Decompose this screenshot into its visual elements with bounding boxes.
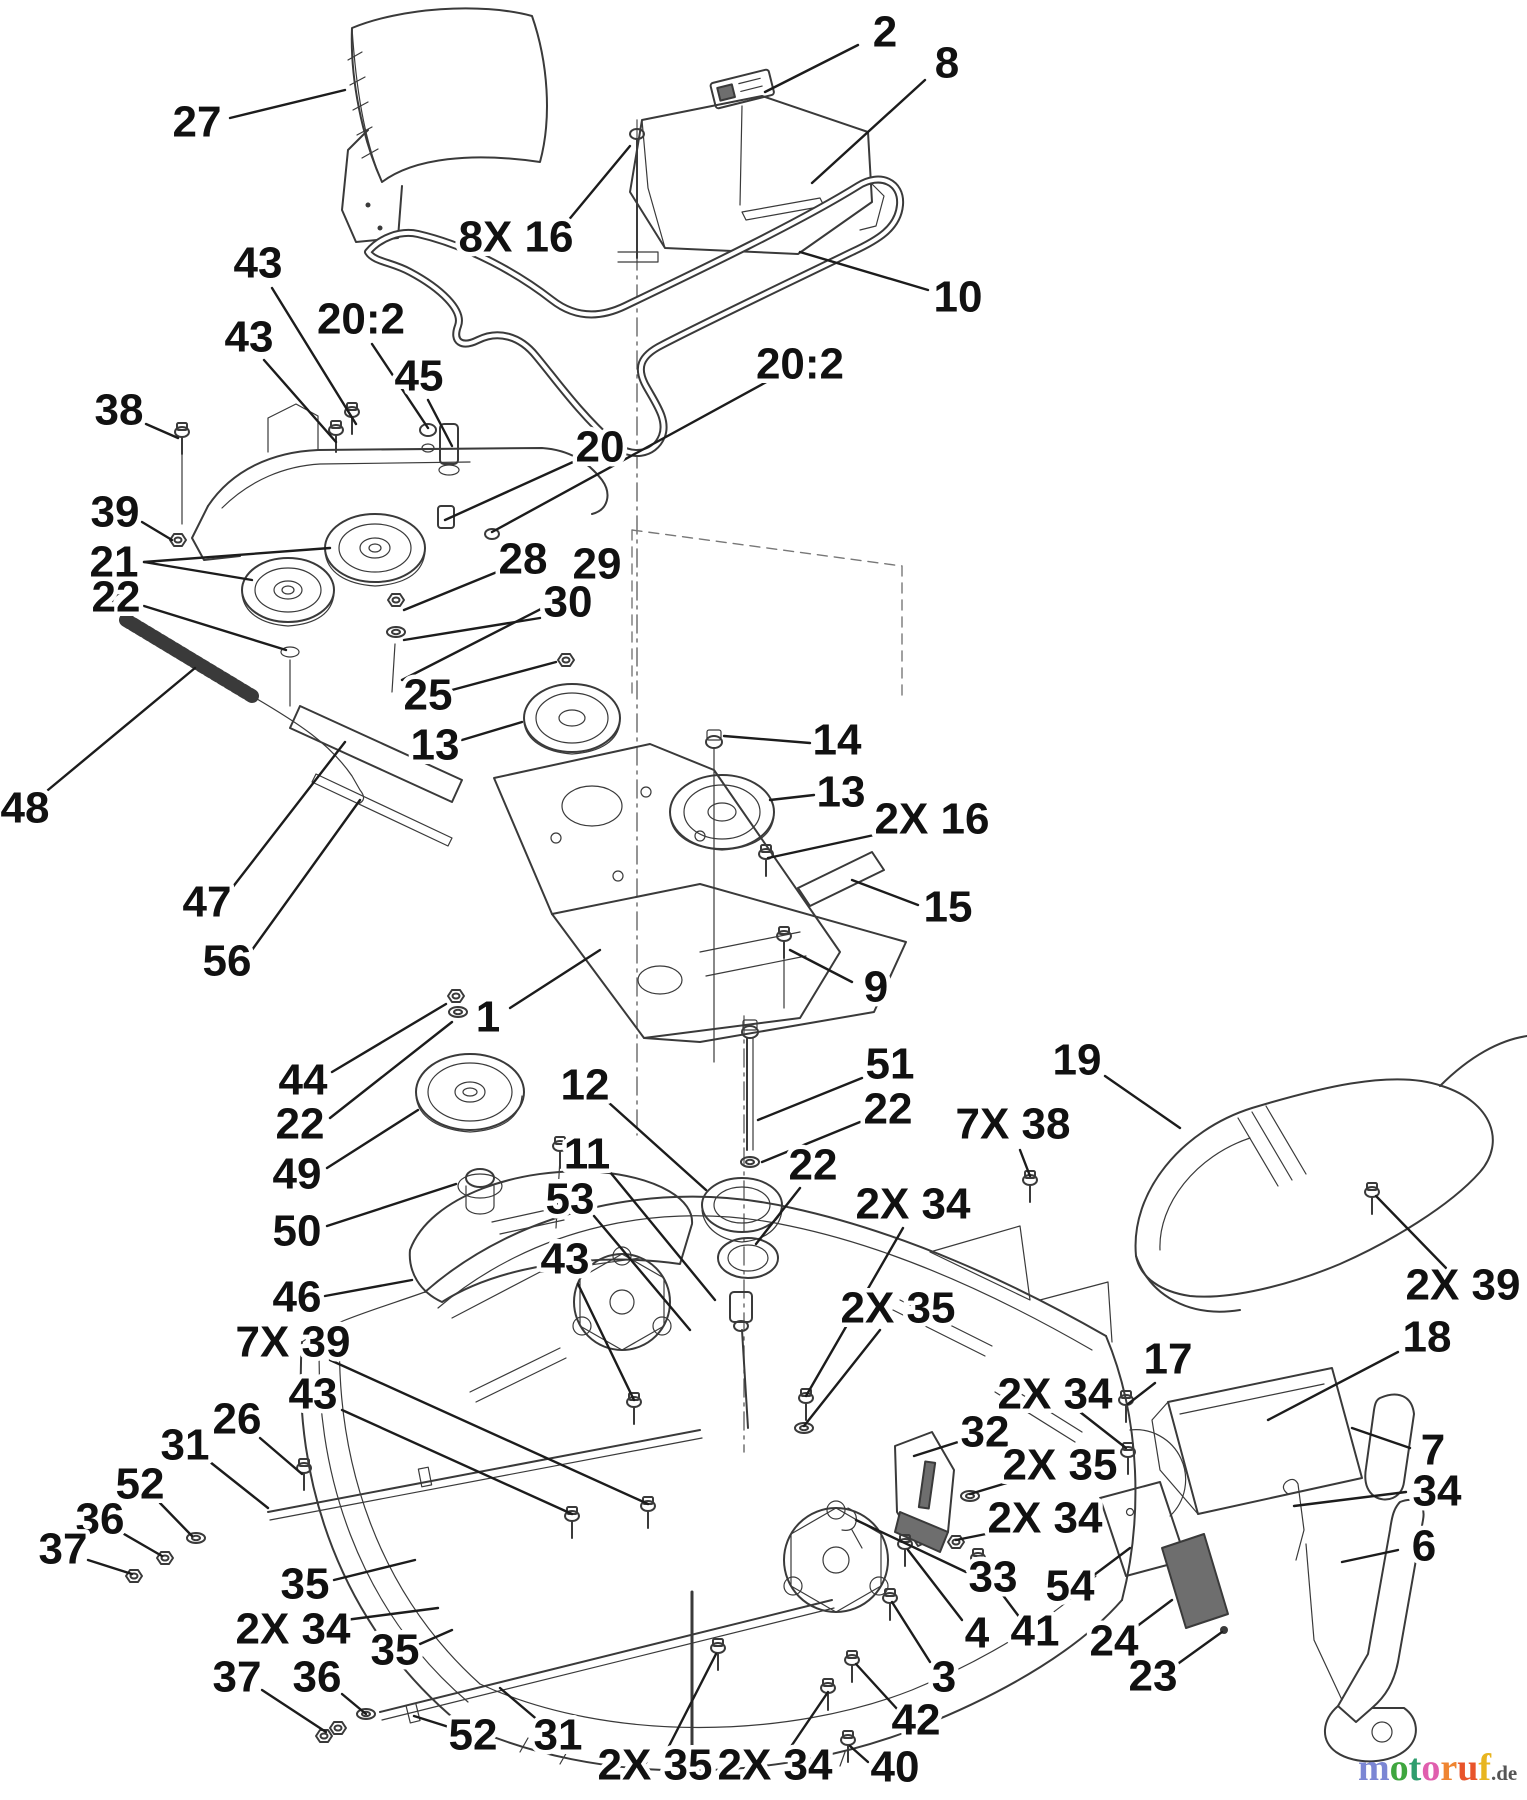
callout-label: 8X 16 (458, 212, 574, 262)
leader-line (210, 1462, 268, 1508)
callout-label: 22 (863, 1084, 913, 1134)
callout-label: 45 (394, 351, 444, 401)
leader-line (332, 1004, 446, 1072)
callout-label: 36 (292, 1652, 342, 1702)
leader-line (1268, 1352, 1398, 1420)
callout-label: 39 (90, 487, 140, 537)
leader-line (790, 950, 852, 982)
callout-label: 20:2 (755, 339, 845, 389)
callout-label: 56 (202, 936, 252, 986)
callout-label: 28 (498, 534, 548, 584)
leader-line (342, 1694, 366, 1714)
callout-label: 7X 38 (955, 1099, 1071, 1149)
callout-label: 17 (1143, 1334, 1193, 1384)
leader-line (608, 1102, 706, 1190)
decal-shape (710, 69, 775, 109)
callout-label: 7X 39 (235, 1317, 351, 1367)
leader-line (342, 1410, 572, 1514)
callout-label: 22 (91, 572, 141, 622)
leader-line (146, 424, 178, 438)
callout-label: 1 (475, 992, 501, 1042)
callout-label: 51 (865, 1039, 915, 1089)
callout-label: 2X 35 (597, 1740, 713, 1790)
watermark-letter: t (1408, 1747, 1422, 1789)
callout-label: 13 (410, 720, 460, 770)
drive-belt-shape (368, 180, 900, 453)
callout-label: 9 (863, 962, 889, 1012)
leader-line (1090, 1548, 1130, 1578)
callout-label: 43 (233, 238, 283, 288)
leader-line (252, 800, 360, 950)
callout-label: 20:2 (316, 294, 406, 344)
leader-line (452, 662, 556, 690)
leader-line (334, 1560, 415, 1580)
leader-line (1342, 1550, 1398, 1562)
leader-line (610, 1172, 715, 1300)
callout-label: 34 (1412, 1466, 1462, 1516)
leader-line (1128, 1383, 1155, 1404)
callout-label: 7 (1420, 1425, 1446, 1475)
callout-label: 2X 34 (997, 1369, 1113, 1419)
callout-label: 27 (172, 97, 222, 147)
leader-line (327, 1110, 418, 1168)
leader-line (768, 832, 888, 858)
watermark-logo (1358, 1746, 1527, 1790)
leader-line (462, 722, 522, 740)
callout-label: 2 (872, 7, 898, 57)
deck-pulleys-shape (524, 684, 774, 1062)
leader-line (88, 1560, 132, 1574)
leader-line (812, 80, 925, 183)
callout-label: 54 (1045, 1561, 1095, 1611)
leader-line (142, 522, 172, 540)
callout-label: 35 (370, 1625, 420, 1675)
leader-line (1352, 1428, 1410, 1448)
watermark-suffix: .de (1490, 1761, 1518, 1785)
callout-label: 18 (1402, 1312, 1452, 1362)
callout-label: 14 (812, 715, 862, 765)
callout-label: 38 (94, 385, 144, 435)
callout-label: 8 (934, 38, 960, 88)
watermark-letter: o (1421, 1747, 1441, 1789)
leader-line (492, 380, 770, 532)
callout-label: 24 (1089, 1616, 1139, 1666)
leader-line (852, 880, 918, 905)
callout-label: 53 (545, 1174, 595, 1224)
leader-line (850, 1746, 868, 1762)
height-lever-shape (1306, 1500, 1424, 1761)
callout-label: 29 (572, 539, 622, 589)
callout-label: 2X 34 (855, 1179, 971, 1229)
callout-label: 23 (1128, 1651, 1178, 1701)
leader-line (914, 1442, 958, 1456)
callout-label: 41 (1010, 1606, 1060, 1656)
leader-line (325, 1280, 412, 1296)
callout-label: 37 (212, 1652, 262, 1702)
callout-label: 43 (288, 1369, 338, 1419)
callout-label: 30 (543, 577, 593, 627)
leader-line (144, 562, 252, 580)
belt-cover-shape (630, 96, 884, 254)
callout-label: 2X 39 (1405, 1260, 1521, 1310)
watermark-letter: m (1358, 1747, 1390, 1789)
deflector-shape (342, 8, 547, 242)
callout-label: 50 (272, 1206, 322, 1256)
callout-label: 37 (38, 1524, 88, 1574)
leader-line (1105, 1076, 1180, 1128)
callout-label: 3 (931, 1652, 957, 1702)
callout-label: 19 (1052, 1035, 1102, 1085)
leader-line (578, 1284, 634, 1400)
leader-line (404, 618, 540, 640)
callout-label: 4 (964, 1608, 990, 1658)
leader-line (160, 1503, 192, 1536)
callout-label: 2X 34 (717, 1740, 833, 1790)
leader-line (414, 1716, 452, 1728)
callout-label: 42 (891, 1695, 941, 1745)
leader-line (1376, 1196, 1446, 1268)
watermark-letter: r (1440, 1747, 1458, 1789)
watermark-letter: u (1457, 1747, 1479, 1789)
leader-line (908, 1550, 962, 1620)
callout-label: 10 (933, 272, 983, 322)
callout-label: 6 (1411, 1521, 1437, 1571)
callout-label: 47 (182, 877, 232, 927)
leader-line (510, 950, 600, 1008)
watermark-letter: f (1478, 1747, 1491, 1789)
leader-line (892, 1602, 930, 1662)
callout-label: 2X 34 (235, 1604, 351, 1654)
callout-label: 44 (278, 1055, 328, 1105)
watermark-logo-text (1358, 1747, 1491, 1789)
callout-label: 20 (575, 422, 625, 472)
watermark-letter: o (1389, 1747, 1409, 1789)
leader-line (724, 736, 810, 743)
leader-line (230, 90, 345, 118)
leader-line (48, 668, 195, 790)
callout-label: 31 (533, 1710, 583, 1760)
callout-label: 13 (816, 767, 866, 817)
callout-label: 11 (563, 1129, 611, 1179)
callout-label: 2X 16 (874, 794, 990, 844)
callout-label: 22 (275, 1099, 325, 1149)
leader-line (330, 1360, 648, 1504)
callout-label: 15 (923, 882, 973, 932)
leader-line (594, 1216, 690, 1330)
leader-line (765, 45, 858, 92)
callout-label: 12 (560, 1060, 610, 1110)
callout-label: 35 (280, 1559, 330, 1609)
callout-label: 52 (115, 1459, 165, 1509)
callout-label: 40 (870, 1742, 920, 1792)
leader-line (770, 795, 814, 800)
callout-label: 25 (403, 670, 453, 720)
callout-label: 32 (960, 1407, 1010, 1457)
leader-line (404, 572, 497, 610)
leader-line (756, 1188, 800, 1244)
callout-label: 31 (160, 1420, 210, 1470)
leader-line (327, 1184, 456, 1226)
callout-label: 46 (272, 1272, 322, 1322)
leader-line (260, 1438, 302, 1474)
idler-pulleys-shape (242, 514, 425, 706)
callout-label: 2X 34 (987, 1493, 1103, 1543)
leader-line (758, 1078, 862, 1120)
callout-label: 22 (788, 1140, 838, 1190)
leader-line (420, 1630, 452, 1644)
callout-label: 2X 35 (840, 1283, 956, 1333)
flat-idler-shape (416, 1054, 524, 1214)
callout-label: 21 (89, 537, 139, 587)
diagram-line-art (112, 8, 1527, 1778)
callout-label: 43 (224, 312, 274, 362)
leader-line (1172, 1632, 1222, 1668)
callout-label: 49 (272, 1149, 322, 1199)
callout-label: 33 (968, 1552, 1018, 1602)
callout-label: 48 (0, 783, 50, 833)
callout-label: 36 (75, 1494, 125, 1544)
callout-labels (1, 8, 1521, 1792)
callout-label: 52 (448, 1710, 498, 1760)
callout-label: 26 (212, 1394, 262, 1444)
leader-line (232, 742, 345, 888)
leader-line (445, 462, 573, 520)
leader-line (124, 1534, 162, 1556)
callout-label: 2X 35 (1002, 1440, 1118, 1490)
callout-label: 43 (540, 1234, 590, 1284)
